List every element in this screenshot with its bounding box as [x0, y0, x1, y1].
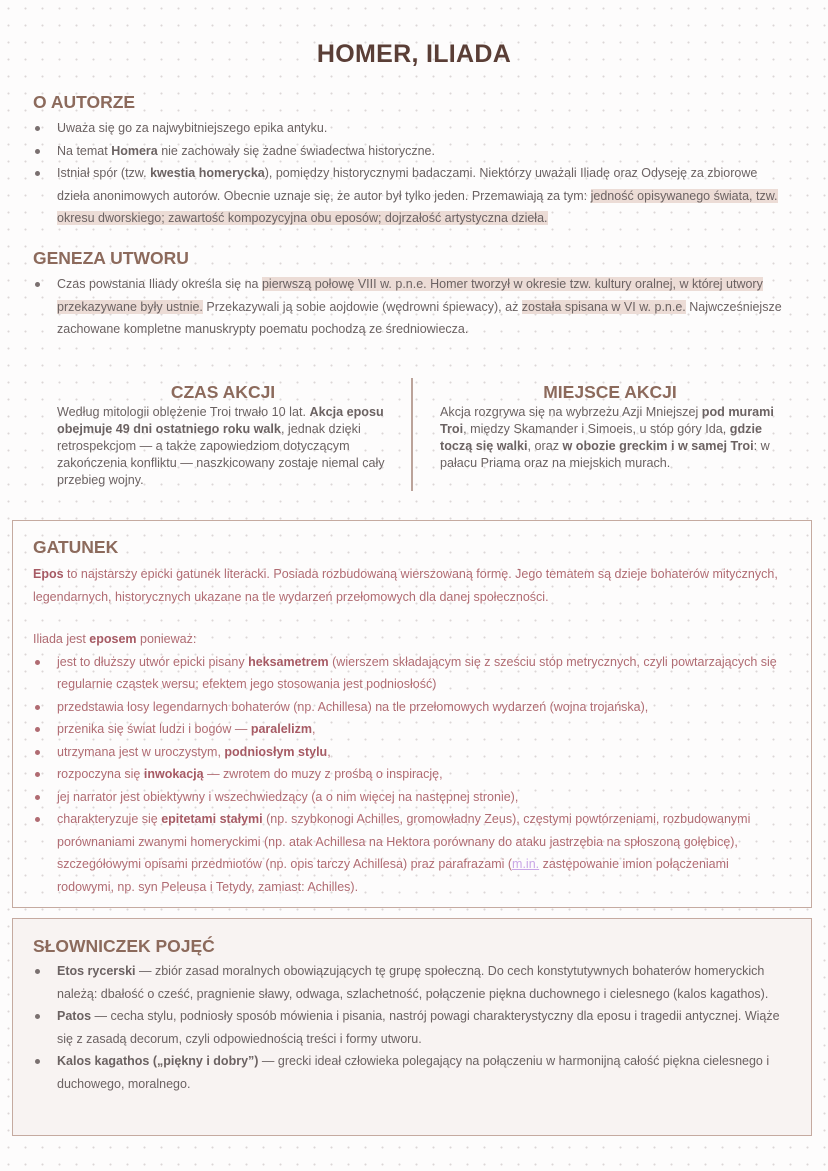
heading-czas-akcji: CZAS AKCJI [170, 382, 276, 402]
column-miejsce-akcji [440, 384, 780, 472]
text: — zbiór zasad moralnych obowiązujących tę grupę społeczną. Do cech konstytutywnych bohaterów homeryckich należą: dbałość o cześć, pragnienie sławy, odwaga, szlachetność, połączenie piękna duchownego i cielesnego (kalos kagathos). [57, 964, 769, 1001]
bold-text: Homera [111, 143, 158, 158]
text: Przekazywali ją sobie aojdowie (wędrowni śpiewacy), aż [202, 299, 522, 314]
bold-text: Kalos kagathos („piękny i dobry”) [57, 1054, 259, 1068]
czas-text [57, 404, 389, 489]
bold-text: inwokacją [143, 767, 204, 781]
heading-geneza: GENEZA UTWORU [33, 248, 189, 268]
highlighted-text: pierwszą połowę VIII w. p.n.e. Homer tworzył w okresie tzw. kultury oralnej, w której utwory przekazywane były ustnie. [57, 277, 763, 314]
list-item [33, 162, 793, 230]
bold-text: podniosłym stylu [224, 744, 328, 759]
text: przenika się świat ludzi i bogów — [57, 722, 251, 736]
bold-text: Patos [57, 1009, 92, 1023]
text: nie zachowały się żadne świadectwa historyczne. [157, 143, 435, 158]
text: to najstarszy epicki gatunek literacki. Posiada rozbudowaną wierszowaną formę. Jego tematem są dzieje bohaterów mitycznych, legendarnych, historycznych ukazane na tle wydarzeń przełomowych dla danej społeczności. [33, 567, 778, 604]
list-slowniczek [33, 960, 785, 1095]
annotated-text: m.in. [512, 857, 540, 871]
text: — cecha stylu, podniosły sposób mówienia i pisania, nastrój powagi charakterystyczny dla eposu i tragedii antycznej. Wiąże się z zasadą decorum, czyli odpowiednością treści i formy utworu. [57, 1009, 780, 1046]
text: rozpoczyna się [57, 767, 144, 781]
list-item [33, 808, 785, 898]
list-item [33, 960, 785, 1005]
bold-text: heksametrem [248, 654, 329, 669]
text: jej narrator jest obiektywny i wszechwiedzący (a o nim więcej na następnej stronie), [57, 789, 519, 804]
bold-text: kwestia homerycka [150, 166, 265, 180]
text: ponieważ: [136, 632, 197, 646]
text: (np. szybkonogi Achilles, gromowładny Zeus), częstymi powtórzeniami, rozbudowanymi porównaniami zwanymi homeryckimi (np. atak Achillesa na Hektora porównany do ataku jastrzębia na spłoszoną gołębicę), szczegółowymi opisami przedmiotów (np. opis tarczy Achillesa) praz parafrazami ( [57, 812, 751, 871]
section-geneza [33, 248, 793, 341]
text: , jednak dzięki retrospekcjom — a także zapowiedziom dotyczącym zakończenia konfliktu — naszkicowany zostaje niemal cały przebieg wojny. [57, 422, 385, 487]
highlighted-text: jedność opisywanego świata, tzw. okresu dworskiego; zawartość kompozycyjna obu eposów; dojrzałość artystyczna dzieła. [57, 188, 778, 225]
heading-miejsce-akcji: MIEJSCE AKCJI [543, 382, 677, 402]
bold-text: gdzie toczą się walki [440, 422, 762, 453]
list-item [33, 741, 785, 764]
bold-text: eposem [89, 632, 137, 646]
bold-text: paralelizm [250, 722, 312, 736]
list-item [33, 273, 793, 341]
text: Najwcześniejsze zachowane kompletne manuskrypty poematu pochodzą ze średniowiecza. [57, 299, 782, 336]
text: Czas powstania Iliady określa się na [57, 277, 262, 291]
heading-gatunek: GATUNEK [33, 537, 119, 557]
section-o-autorze [33, 92, 793, 230]
text: Według mitologii oblężenie Troi trwało 10 lat. [57, 405, 310, 419]
list-o-autorze [33, 117, 793, 230]
bold-text: epitetami stałymi [161, 812, 263, 826]
text: charakteryzuje się [57, 812, 162, 826]
bold-text: Etos rycerski [57, 964, 136, 978]
bold-text: pod murami Troi [440, 405, 774, 436]
list-item [33, 1005, 785, 1050]
list-item [33, 786, 785, 809]
bold-text: Akcja eposu obejmuje 49 dni ostatniego roku walk [57, 405, 384, 436]
text: Istniał spór (tzw. [57, 166, 151, 180]
section-gatunek [33, 537, 785, 898]
page-title: HOMER, ILIADA [316, 40, 512, 68]
list-item [33, 651, 785, 696]
text: Iliada jest [33, 632, 90, 646]
gatunek-intro [33, 563, 785, 608]
text: — zwrotem do muzy z prośbą o inspirację, [203, 767, 443, 781]
text: przedstawia losy legendarnych bohaterów (np. Achillesa) na tle przełomowych wydarzeń (wojna trojańska), [57, 699, 649, 714]
text: — grecki ideał człowieka polegający na połączeniu w harmonijną całość piękna cielesnego i duchowego, moralnego. [57, 1054, 770, 1091]
column-czas-akcji [57, 384, 389, 489]
text: (wierszem składającym się z sześciu stóp metrycznych, czyli powtarzających się regularnie cząstek wersu; efektem jego stosowania jest podniosłość) [57, 654, 777, 691]
heading-slowniczek: SŁOWNICZEK POJĘĆ [33, 936, 215, 956]
bold-text: w obozie greckim i w samej Troi [562, 439, 754, 453]
column-divider [411, 378, 413, 491]
text: Uważa się go za najwybitniejszego epika antyku. [57, 121, 328, 135]
text: , [327, 744, 331, 759]
list-item [33, 117, 793, 140]
list-gatunek [33, 651, 785, 899]
text: jest to dłuższy utwór epicki pisany [57, 654, 249, 669]
highlighted-text: została spisana w VI w. p.n.e. [521, 299, 686, 314]
text: ), pomiędzy historycznymi badaczami. Niektórzy uważali Iliadę oraz Odyseję za zbiorowe dzieła anonimowych autorów. Obecnie uznaje się, że autor był tylko jeden. Przemawiają za tym: [57, 166, 758, 203]
list-item [33, 718, 785, 741]
gatunek-lead [33, 628, 785, 651]
bold-text: Epos [33, 567, 64, 581]
miejsce-text [440, 404, 780, 472]
text: : w pałacu Priama oraz na miejskich murach. [440, 439, 770, 470]
list-item [33, 696, 785, 719]
list-geneza [33, 273, 793, 341]
text: , oraz [527, 439, 563, 453]
list-item [33, 140, 793, 163]
text: Akcja rozgrywa się na wybrzeżu Azji Mniejszej [440, 405, 702, 419]
section-slowniczek [33, 936, 785, 1095]
text: , między Skamander i Simoeis, u stóp góry Ida, [463, 422, 730, 436]
heading-o-autorze: O AUTORZE [33, 92, 136, 112]
text: Na temat [57, 143, 112, 158]
text: , [311, 722, 316, 736]
text: zastępowanie imion połączeniami rodowymi, np. syn Peleusa i Tetydy, zamiast: Achilles). [57, 857, 729, 894]
list-item [33, 763, 785, 786]
text: utrzymana jest w uroczystym, [57, 744, 225, 759]
list-item [33, 1050, 785, 1095]
